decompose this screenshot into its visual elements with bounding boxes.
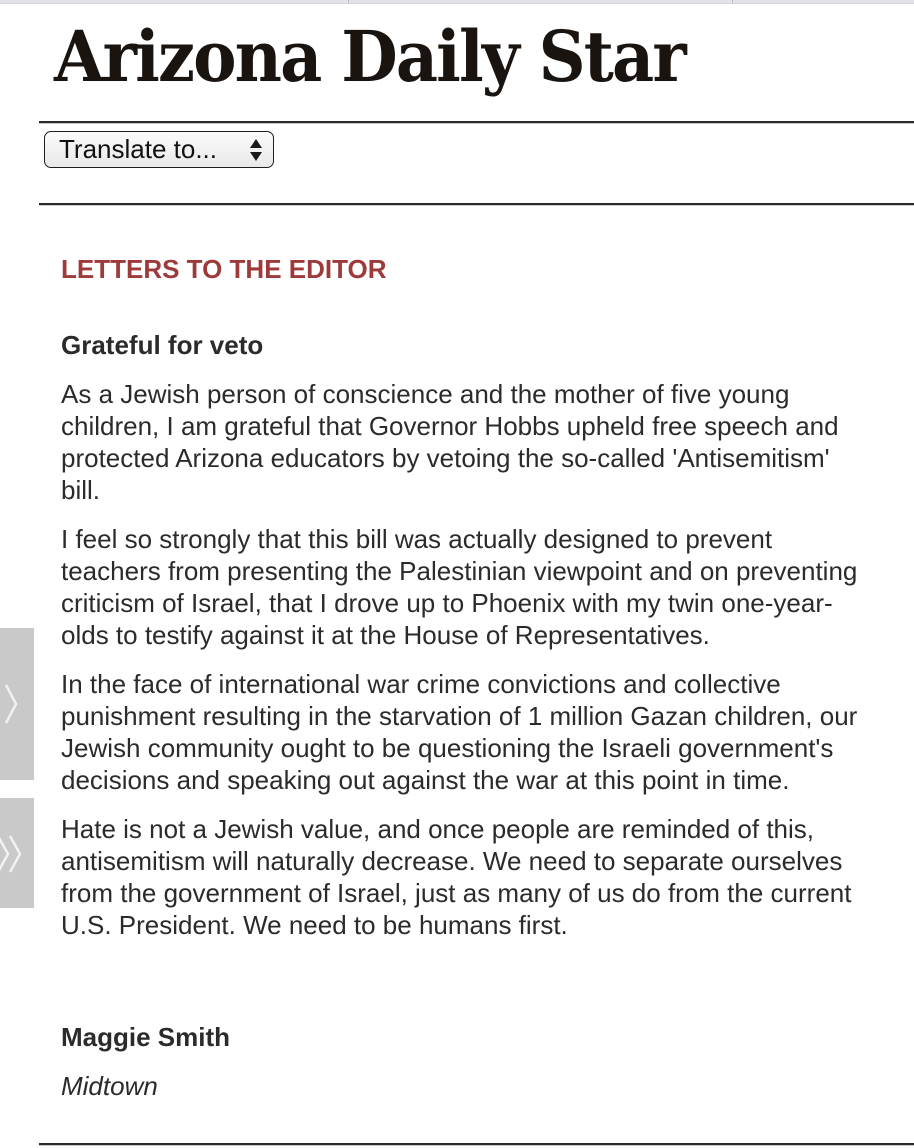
letter-paragraph: As a Jewish person of conscience and the mother of five young children, I am grateful that Governor Hobbs upheld free speech and protected Arizona educators by vetoing the so-called 'Antisemitism' bill. bbox=[61, 379, 839, 505]
letter-location: Midtown bbox=[61, 1071, 158, 1101]
letter-body bbox=[61, 378, 861, 958]
double-chevron-right-icon bbox=[0, 798, 34, 908]
letter-paragraph: Hate is not a Jewish value, and once people are reminded of this, antisemitism will naturally decrease. We need to separate ourselves from the government of Israel, just as many of us do from the current U.S. President. We need to be humans first. bbox=[61, 814, 852, 940]
next-page-button[interactable] bbox=[0, 628, 34, 780]
tab-divider bbox=[732, 0, 733, 3]
tab-divider bbox=[348, 0, 349, 3]
skip-forward-button[interactable] bbox=[0, 798, 34, 908]
select-arrows-icon bbox=[249, 137, 263, 163]
translate-dropdown[interactable] bbox=[44, 131, 274, 168]
translate-dropdown-label: Translate to... bbox=[59, 134, 217, 164]
section-title: LETTERS TO THE EDITOR bbox=[61, 254, 387, 284]
letter-author: Maggie Smith bbox=[61, 1022, 231, 1052]
chevron-right-icon bbox=[0, 628, 34, 780]
divider-bottom bbox=[39, 1143, 914, 1146]
divider-top bbox=[39, 121, 914, 124]
letter-paragraph: I feel so strongly that this bill was actually designed to prevent teachers from presenting the Palestinian viewpoint and on preventing criticism of Israel, that I drove up to Phoenix with my twin one-year-olds to testify against it at the House of Representatives. bbox=[61, 524, 858, 650]
letter-headline: Grateful for veto bbox=[61, 330, 264, 360]
letter-paragraph: In the face of international war crime convictions and collective punishment resulting in the starvation of 1 million Gazan children, our Jewish community ought to be questioning the Israeli government's decisions and speaking out against the war at this point in time. bbox=[61, 669, 858, 795]
masthead-logo: Arizona Daily Star bbox=[54, 15, 685, 98]
browser-tab-strip bbox=[0, 0, 914, 4]
divider-middle bbox=[39, 203, 914, 206]
